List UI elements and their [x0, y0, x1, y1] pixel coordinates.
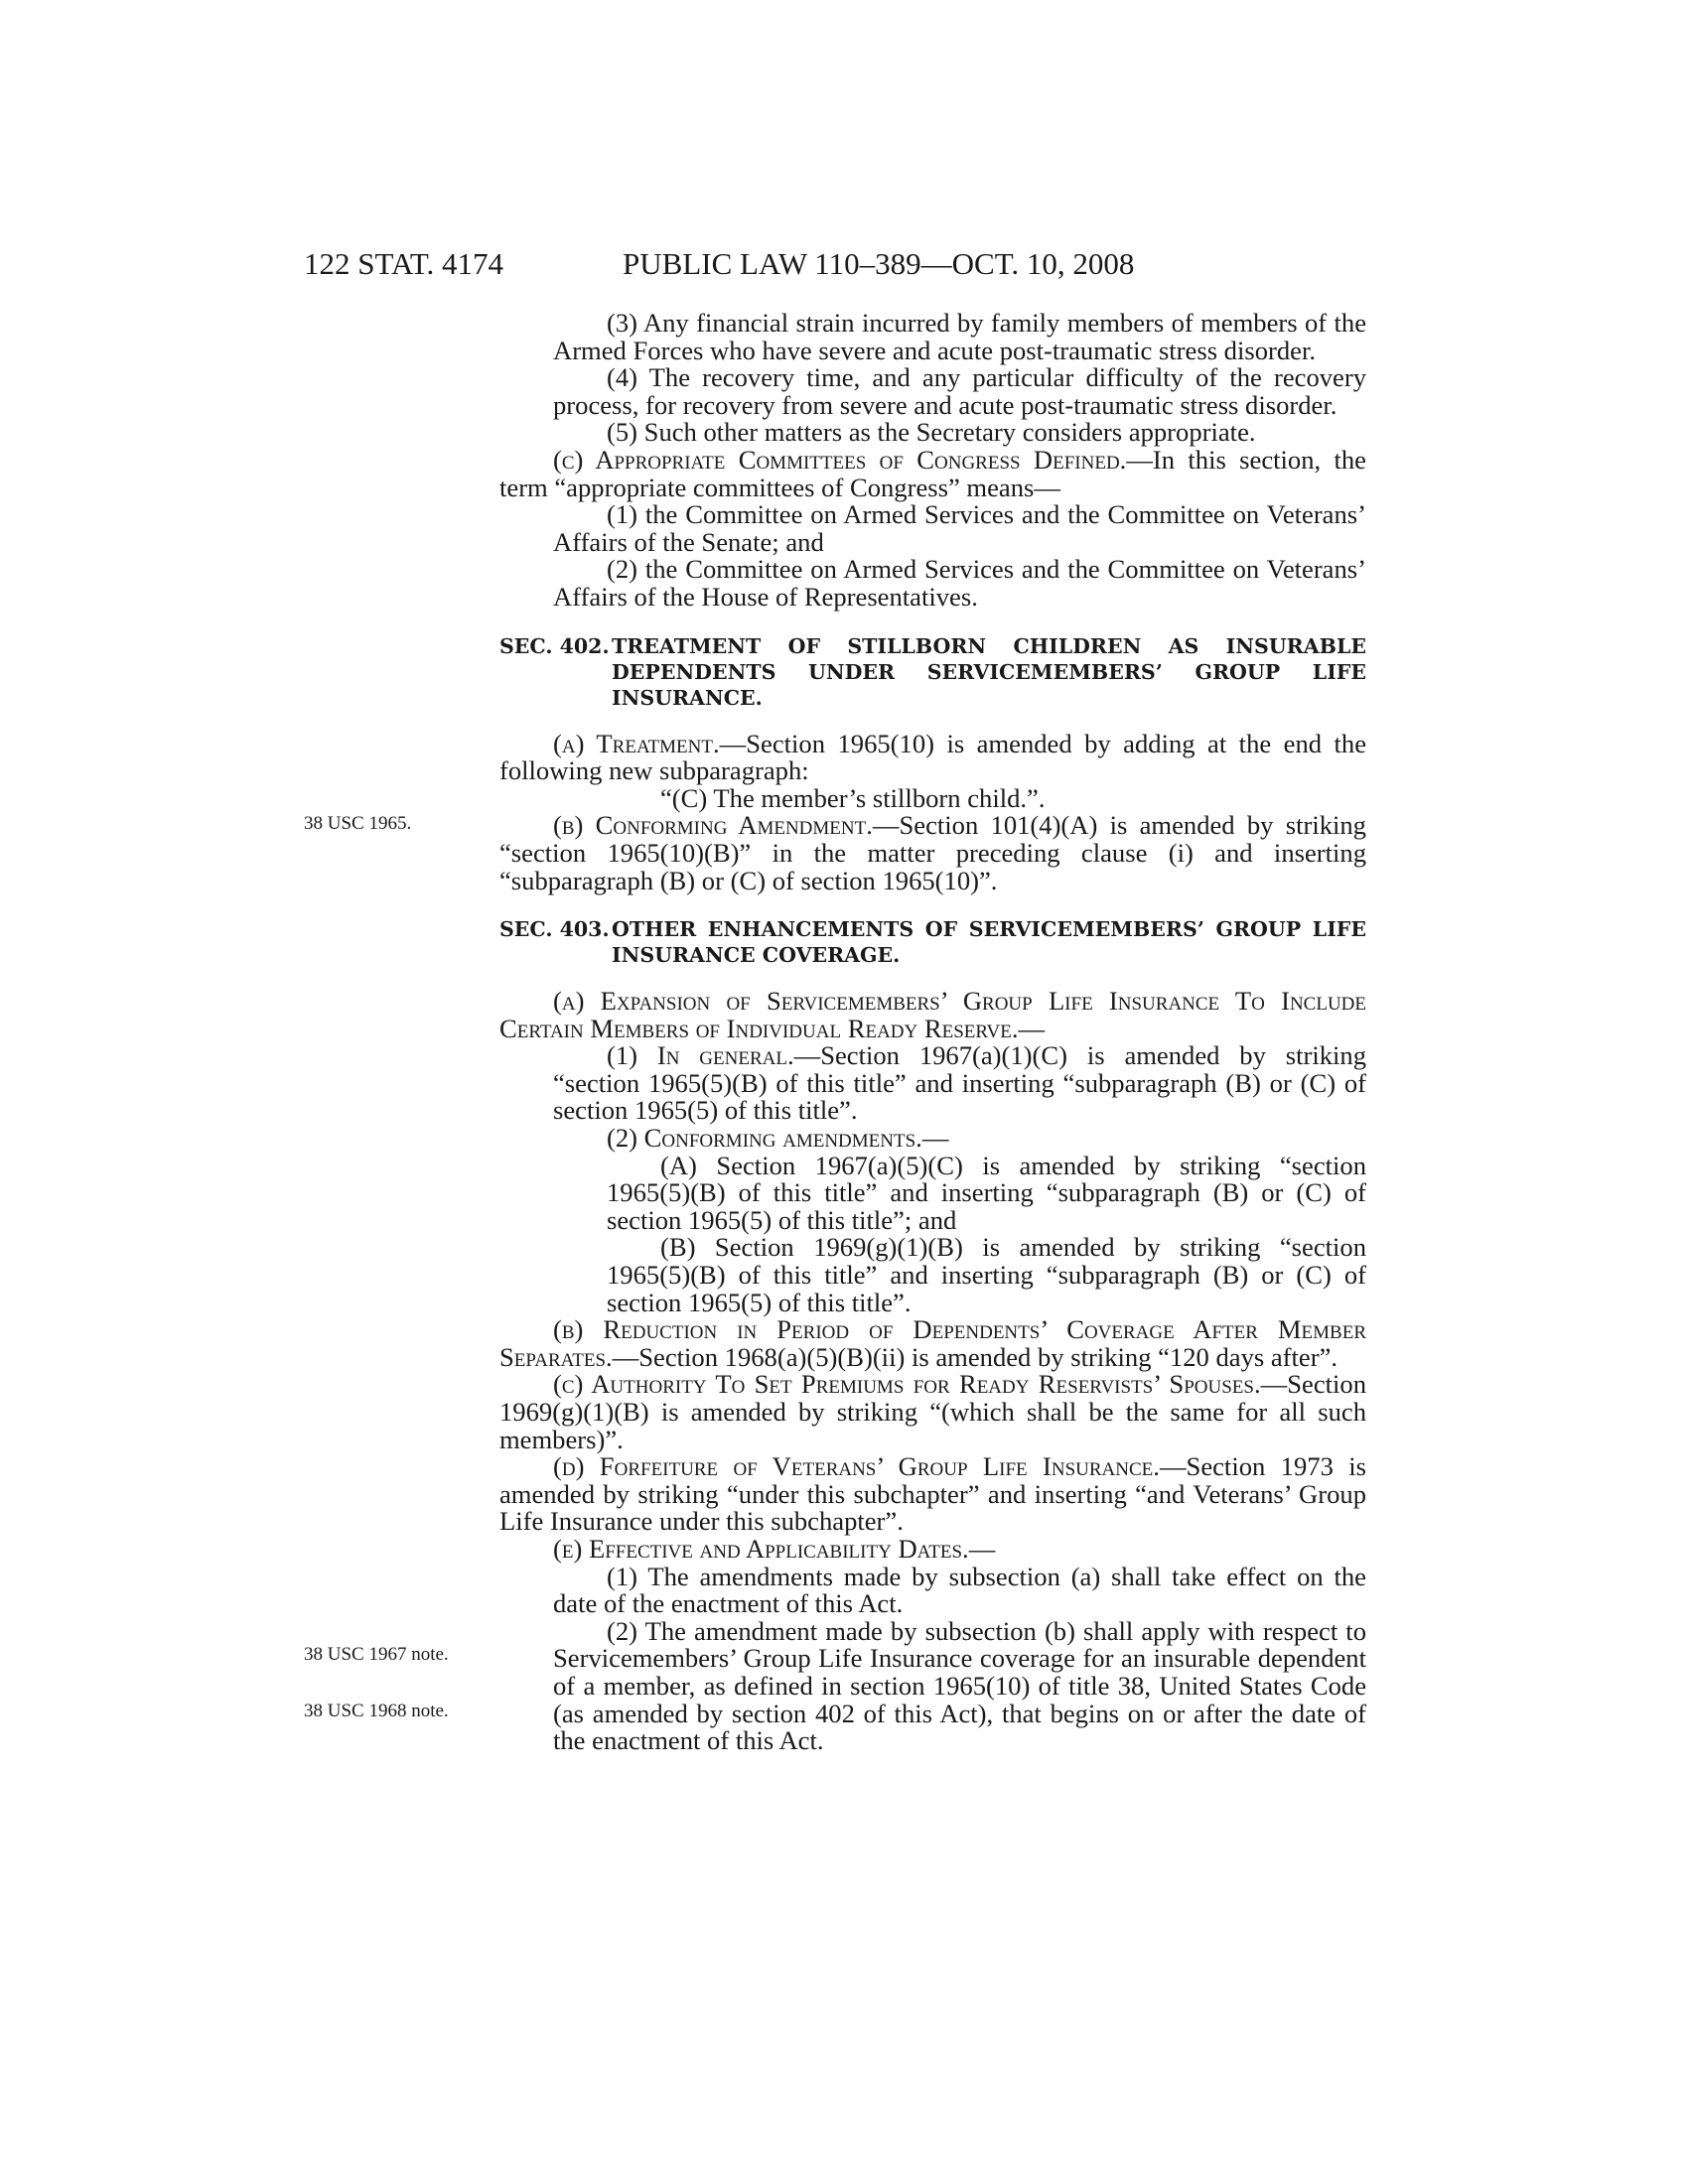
section-403-c-text: —Section 1969(g)(1)(B) is amended by striking “(which shall be the same for all such members)”.: [499, 1369, 1366, 1454]
section-402-a-quote: “(C) The member’s stillborn child.”.: [660, 782, 1046, 813]
section-403-a1: [499, 1042, 1366, 1125]
subsection-c-text: —In this section, the term “appropriate committees of Congress” means—: [499, 444, 1366, 502]
section-403-label: SEC. 403.: [499, 917, 610, 942]
section-402-a-text: —Section 1965(10) is amended by adding at the end the following new subparagraph:: [499, 728, 1366, 786]
section-403-a2A: (A) Section 1967(a)(5)(C) is amended by striking “section 1965(5)(B) of this title” and inserting “subparagraph (B) or (C) of section 1965(5) of this title”; and: [607, 1150, 1366, 1235]
section-403-c-heading: (c) Authority To Set Premiums for Ready Reservists’ Spouses.: [553, 1369, 1261, 1400]
subsection-c: [499, 444, 1366, 502]
section-403-e1: (1) The amendments made by subsection (a) shall take effect on the date of the enactment of this Act.: [553, 1561, 1366, 1619]
section-403-d-text: —Section 1973 is amended by striking “under this subchapter” and inserting “and Veterans’ Group Life Insurance under this subchapter”.: [499, 1451, 1366, 1537]
section-403-a-text: —: [1018, 1013, 1046, 1043]
paragraph-c1: (1) the Committee on Armed Services and the Committee on Veterans’ Affairs of the Senate; and: [553, 499, 1366, 557]
section-403-a2B: (B) Section 1969(g)(1)(B) is amended by striking “section 1965(5)(B) of this title” and inserting “subparagraph (B) or (C) of section 1965(5) of this title”.: [607, 1232, 1366, 1317]
section-402-b: [499, 812, 1366, 894]
section-402-label: SEC. 402.: [499, 633, 610, 658]
section-403-a1-text: —Section 1967(a)(1)(C) is amended by striking “section 1965(5)(B) of this title” and inserting “subparagraph (B) or (C) of section 1965(5) of this title”.: [553, 1040, 1366, 1126]
section-403-b-text: —Section 1968(a)(5)(B)(ii) is amended by striking “120 days after”.: [612, 1341, 1338, 1372]
margin-note-38-usc-1965: 38 USC 1965.: [304, 813, 412, 834]
section-403-title: OTHER ENHANCEMENTS OF SERVICEMEMBERS’ GROUP LIFE INSURANCE COVERAGE.: [612, 917, 1366, 968]
section-403-b: [499, 1316, 1366, 1371]
section-402-b-text: —Section 101(4)(A) is amended by striking “section 1965(10)(B)” in the matter preceding clause (i) and inserting “subparagraph (B) or (C) of section 1965(10)”.: [499, 810, 1366, 895]
paragraph-5: (5) Such other matters as the Secretary considers appropriate.: [607, 417, 1256, 448]
section-402-title: TREATMENT OF STILLBORN CHILDREN AS INSURABLE DEPENDENTS UNDER SERVICEMEMBERS’ GROUP LIFE INSURANCE.: [612, 633, 1366, 710]
section-402-a: [499, 728, 1366, 786]
section-403-d: [499, 1453, 1366, 1536]
running-head-title: PUBLIC LAW 110–389—OCT. 10, 2008: [623, 246, 1135, 281]
statute-body: [499, 310, 1366, 1755]
section-403-a-heading: (a) Expansion of Servicemembers’ Group Life Insurance To Include Certain Members of Individual Ready Reserve.: [499, 986, 1366, 1043]
section-403-e-heading: (e) Effective and Applicability Dates.: [553, 1533, 969, 1564]
section-403-a2-heading: (2) Conforming amendments.: [607, 1123, 922, 1154]
paragraph-c2: (2) the Committee on Armed Services and the Committee on Veterans’ Affairs of the House of Representatives.: [553, 554, 1366, 612]
section-403-d-heading: (d) Forfeiture of Veterans’ Group Life Insurance.: [553, 1451, 1160, 1482]
paragraph-4: (4) The recovery time, and any particular difficulty of the recovery process, for recovery from severe and acute post-traumatic stress disorder.: [553, 362, 1366, 420]
section-403-c: [499, 1371, 1366, 1453]
paragraph-3: (3) Any financial strain incurred by family members of members of the Armed Forces who have severe and acute post-traumatic stress disorder.: [553, 308, 1366, 365]
margin-note-38-usc-1968: 38 USC 1968 note.: [304, 1701, 449, 1721]
section-403-a: [499, 988, 1366, 1042]
section-402-heading: [499, 633, 1366, 711]
subsection-c-heading: (c) Appropriate Committees of Congress Defined.: [553, 444, 1127, 475]
margin-note-38-usc-1967: 38 USC 1967 note.: [304, 1644, 449, 1665]
section-403-b-heading: (b) Reduction in Period of Dependents’ Coverage After Member Separates.: [499, 1314, 1366, 1372]
page-reference: 122 STAT. 4174: [304, 246, 504, 281]
section-403-e: [499, 1533, 1366, 1564]
section-403-a1-heading: (1) In general.: [607, 1040, 794, 1071]
section-403-heading: [499, 916, 1366, 968]
section-403-e2: (2) The amendment made by subsection (b) shall apply with respect to Servicemembers’ Group Life Insurance coverage for an insurable dependent of a member, as defined in section 1965(10) of title 38, United States Code (as amended by section 402 of this Act), that begins on or after the date of the enactment of this Act.: [553, 1615, 1366, 1756]
section-403-a2: [499, 1125, 1366, 1153]
section-403-a2-text: —: [921, 1123, 949, 1154]
section-402-b-heading: (b) Conforming Amendment.: [553, 810, 873, 841]
section-402-a-heading: (a) Treatment.: [553, 728, 720, 758]
section-403-e-text: —: [968, 1533, 996, 1564]
